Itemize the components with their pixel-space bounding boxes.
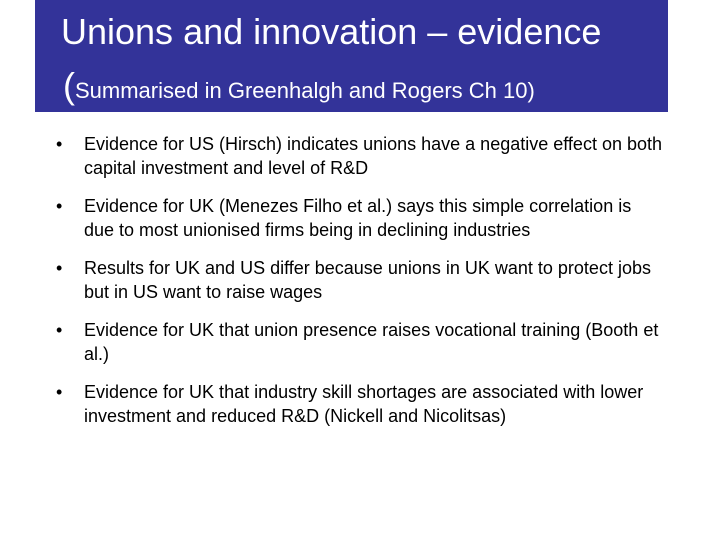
bullet-icon: • [56, 258, 63, 278]
bullet-icon: • [56, 134, 63, 154]
bullet-text: Evidence for US (Hirsch) indicates unions have a negative effect on both capital investment and level of R&D [84, 134, 662, 178]
bullet-text: Results for UK and US differ because unions in UK want to protect jobs but in US want to raise wages [84, 258, 651, 302]
bullet-text: Evidence for UK that union presence raises vocational training (Booth et al.) [84, 320, 659, 364]
bullet-icon: • [56, 320, 63, 340]
slide-subtitle [63, 64, 535, 116]
slide-title: Unions and innovation – evidence [61, 11, 602, 52]
bullet-text: Evidence for UK that industry skill shortages are associated with lower investment and reduced R&D (Nickell and Nicolitsas) [84, 382, 644, 426]
bullet-item [56, 256, 666, 304]
bullet-icon: • [56, 382, 63, 402]
title-banner [35, 0, 668, 112]
bullet-item [56, 380, 666, 428]
bullet-list [56, 132, 666, 442]
bullet-text: Evidence for UK (Menezes Filho et al.) says this simple correlation is due to most unionised firms being in declining industries [84, 196, 632, 240]
bullet-item [56, 318, 666, 366]
subtitle-open-paren: ( [63, 65, 75, 106]
bullet-icon: • [56, 196, 63, 216]
bullet-item [56, 132, 666, 180]
bullet-item [56, 194, 666, 242]
subtitle-text: Summarised in Greenhalgh and Rogers Ch 10) [75, 78, 535, 103]
